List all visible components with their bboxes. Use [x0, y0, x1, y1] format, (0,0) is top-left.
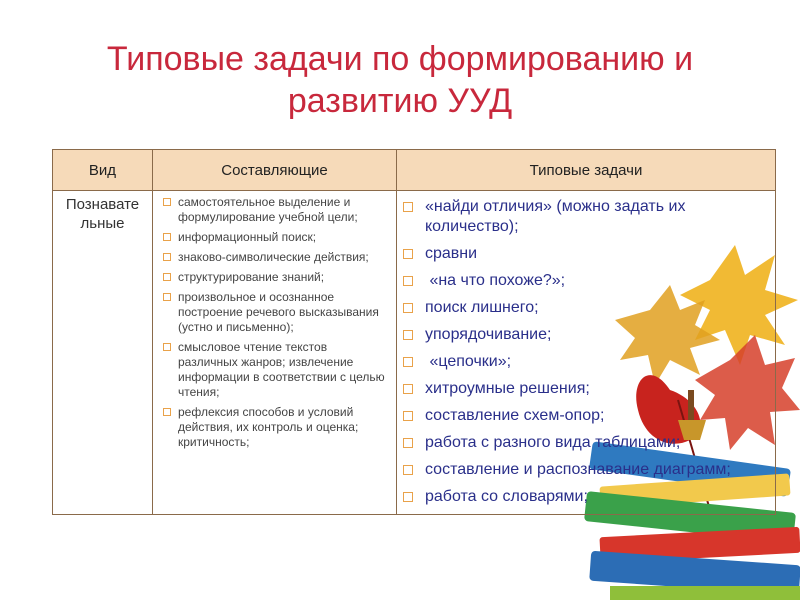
square-bullet-icon	[163, 408, 171, 416]
square-bullet-icon	[163, 233, 171, 241]
square-bullet-icon	[403, 330, 413, 340]
task-text: упорядочивание;	[425, 326, 552, 343]
task-text: «найди отличия» (можно задать их количество);	[425, 198, 686, 235]
square-bullet-icon	[403, 411, 413, 421]
list-item	[403, 352, 767, 372]
square-bullet-icon	[403, 202, 413, 212]
task-text: работа со словарями;	[425, 488, 588, 505]
components-list	[153, 191, 396, 461]
list-item	[403, 244, 767, 264]
square-bullet-icon	[403, 276, 413, 286]
square-bullet-icon	[163, 293, 171, 301]
component-text: информационный поиск;	[178, 230, 317, 244]
list-item	[403, 433, 767, 453]
list-item	[163, 250, 388, 265]
component-text: рефлексия способов и условий действия, их контроль и оценка; критичность;	[178, 405, 359, 449]
square-bullet-icon	[163, 273, 171, 281]
square-bullet-icon	[403, 249, 413, 259]
square-bullet-icon	[163, 198, 171, 206]
tasks-list	[397, 191, 775, 507]
component-text: произвольное и осознанное построение речевого высказывания (устно и письменно);	[178, 290, 379, 334]
list-item	[403, 379, 767, 399]
task-text: составление и распознавание диаграмм;	[425, 461, 731, 478]
task-text: «цепочки»;	[425, 353, 512, 370]
task-text: «на что похоже?»;	[425, 272, 566, 289]
uud-table	[52, 149, 776, 515]
slide-title: Типовые задачи по формированию и развитию УУД	[106, 40, 694, 120]
header-tasks: Типовые задачи	[397, 150, 776, 191]
square-bullet-icon	[403, 303, 413, 313]
list-item	[403, 325, 767, 345]
vid-cell	[53, 191, 153, 515]
task-text: составление схем-опор;	[425, 407, 605, 424]
square-bullet-icon	[163, 253, 171, 261]
header-vid: Вид	[53, 150, 153, 191]
list-item	[163, 270, 388, 285]
list-item	[163, 290, 388, 335]
list-item	[403, 298, 767, 318]
square-bullet-icon	[403, 357, 413, 367]
square-bullet-icon	[403, 465, 413, 475]
list-item	[163, 340, 388, 400]
list-item	[403, 406, 767, 426]
components-cell	[153, 191, 397, 515]
square-bullet-icon	[163, 343, 171, 351]
list-item	[403, 460, 767, 480]
list-item	[163, 230, 388, 245]
vid-label: Познавательные	[65, 196, 140, 232]
table-header-row	[53, 150, 776, 191]
list-item	[403, 487, 767, 507]
task-text: работа с разного вида таблицами;	[425, 434, 681, 451]
list-item	[403, 271, 767, 291]
list-item	[403, 197, 767, 237]
task-text: сравни	[425, 245, 478, 262]
component-text: самостоятельное выделение и формулирование учебной цели;	[178, 195, 358, 224]
list-item	[163, 195, 388, 225]
table-row	[53, 191, 776, 515]
component-text: знаково-символические действия;	[178, 250, 369, 264]
component-text: смысловое чтение текстов различных жанров; извлечение информации в соответствии с целью чтения;	[178, 340, 385, 399]
list-item	[163, 405, 388, 450]
square-bullet-icon	[403, 438, 413, 448]
tasks-cell	[397, 191, 776, 515]
square-bullet-icon	[403, 492, 413, 502]
component-text: структурирование знаний;	[178, 270, 325, 284]
task-text: поиск лишнего;	[425, 299, 539, 316]
square-bullet-icon	[403, 384, 413, 394]
task-text: хитроумные решения;	[425, 380, 590, 397]
header-components: Составляющие	[153, 150, 397, 191]
